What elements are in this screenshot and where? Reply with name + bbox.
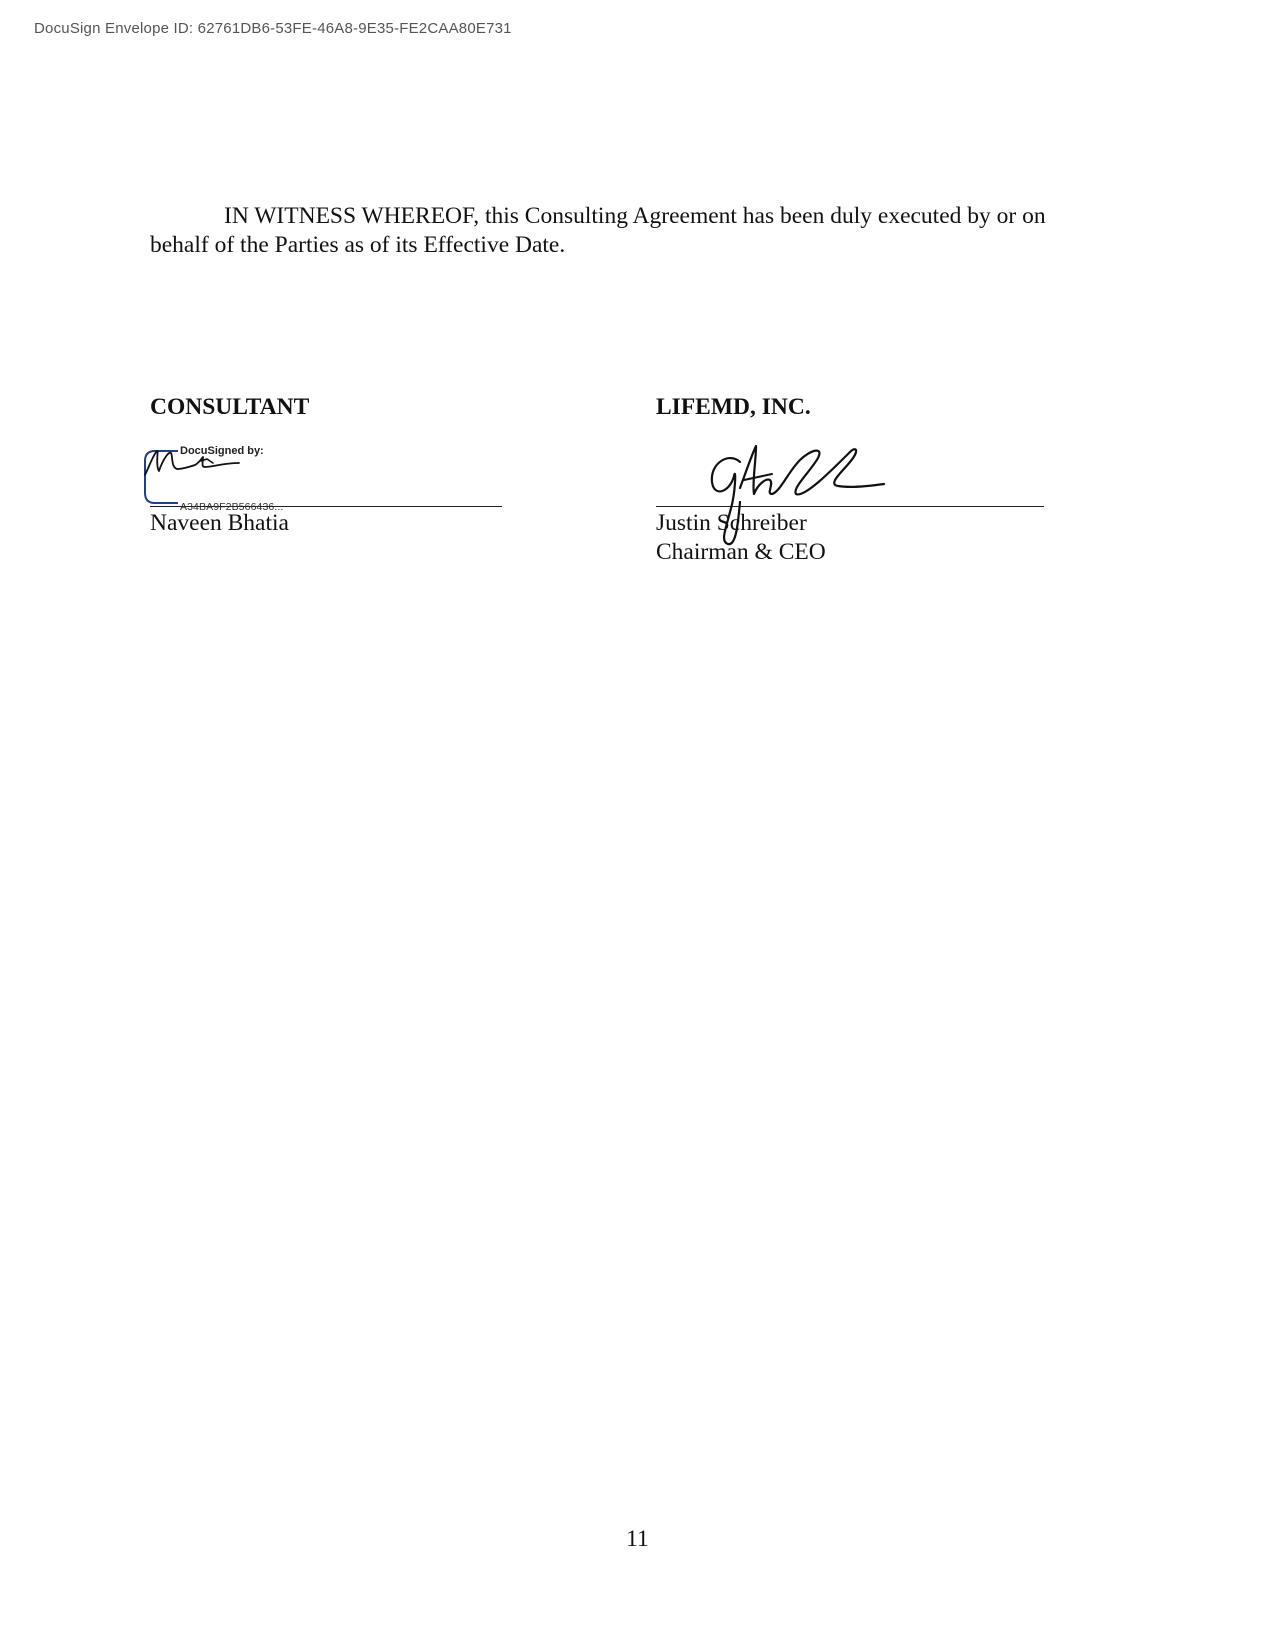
consultant-signature-line [150,506,502,507]
ceo-name: Justin Schreiber [656,510,807,536]
page-number: 11 [626,1526,649,1552]
company-heading: LIFEMD, INC. [656,394,811,420]
witness-paragraph [150,202,1110,260]
consultant-heading: CONSULTANT [150,394,310,420]
docusign-signature-block [143,445,293,513]
ceo-title: Chairman & CEO [656,539,826,565]
docusign-hash: A34BA9F2B566436... [180,501,284,513]
consultant-signature-icon [143,445,253,479]
witness-paragraph-text: IN WITNESS WHEREOF, this Consulting Agreement has been duly executed by or on behalf of the Parties as of its Effective Date. [150,203,1046,258]
consultant-name: Naveen Bhatia [150,510,289,536]
docusign-envelope-id: DocuSign Envelope ID: 62761DB6-53FE-46A8-9E35-FE2CAA80E731 [34,20,512,37]
docusigned-by-label: DocuSigned by: [180,445,264,457]
